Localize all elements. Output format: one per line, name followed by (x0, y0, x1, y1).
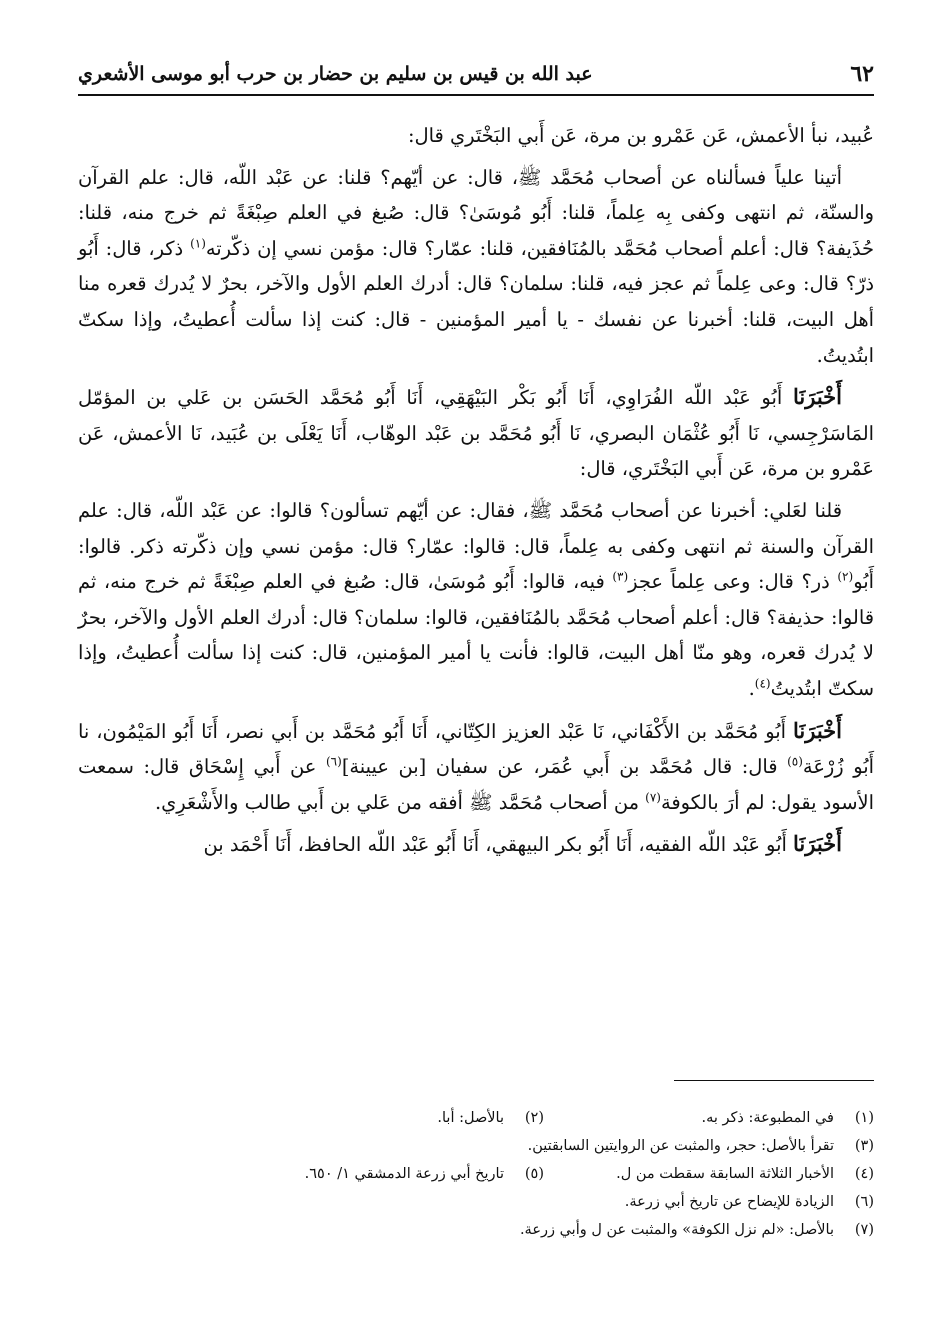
footnote-2: (٢) بالأصل: أبا. (437, 1110, 544, 1126)
footnote-3: (٣) تقرأ بالأصل: حجر، والمثبت عن الروايتين السابقتين. (527, 1138, 874, 1154)
footnote-ref-1[interactable]: (١) (190, 236, 206, 251)
page-number: ٦٢ (850, 61, 874, 87)
footnote-ref-7[interactable]: (٧) (645, 790, 661, 805)
paragraph-2: أتينا علياً فسألناه عن أصحاب مُحَمَّد ﷺ، قال: عن أيّهم؟ قلنا: عن عَبْد اللّه، قال: علم القرآن والسنّة، ثم انتهى وكفى بِه عِلماً، قلنا: أَبُو مُوسَىٰ؟ قال: صُبغ في العلم صِبْغَةً ثم خرج منه، قلنا: حُذَيفة؟ قال: أعلم أصحاب مُحَمَّد بالمُنَافقين، قلنا: عمّار؟ قال: مؤمن نسي إن ذكّرته$^{(١)}$ ذكر، قال: أَبُو ذرّ؟ قال: وعى عِلماً ثم عجز فيه، قلنا: سلمان؟ قال: أدرك العلم الأول والآخر، بحرٌ لا يُدرك قعره منا أهل البيت، قلنا: أخبرنا عن نفسك - يا أمير المؤمنين - قال: كنت إذا سألت أُعطيتُ، وإذا سكتّ ابتُديتُ. (78, 165, 875, 367)
footnote-row (78, 1160, 874, 1188)
footnote-row (78, 1104, 874, 1132)
header-title: عبد الله بن قيس بن سليم بن حضار بن حرب أبو موسى الأشعري (78, 63, 593, 85)
footnote-ref-4[interactable]: (٤) (754, 676, 771, 691)
running-header (78, 54, 874, 96)
footnote-7: (٧) بالأصل: «لم نزل الكوفة» والمثبت عن ل وأبي زرعة. (519, 1222, 874, 1238)
footnote-6: (٦) الزيادة للإيضاح عن تاريخ أبي زرعة. (624, 1194, 874, 1210)
paragraph-6: أَخْبَرَنَا أَبُو عَبْد اللّه الفقيه، أَنَا أَبُو بكر البيهقي، أَنَا أَبُو عَبْد اللّه الحافظ، أَنَا أَحْمَد بن (203, 831, 842, 857)
footnote-ref-6[interactable]: (٦) (325, 754, 342, 769)
footnote-1: (١) في المطبوعة: ذكر به. (701, 1110, 874, 1126)
paragraph-5: أَخْبَرَنَا أَبُو مُحَمَّد بن الأَكْفَاني، نَا عَبْد العزيز الكِتّاني، أَنَا أَبُو مُحَمَّد بن أَبي نصر، أَنَا أَبُو المَيْمُون، نا أَبُو زُرْعَة$^{(٥)}$ قال: قال مُحَمَّد بن أَبي عُمَر، عن سفيان [بن عيينة]$^{(٦)}$ عن أَبي إِسْحَاق قال: سمعت الأسود يقول: لم أرَ بالكوفة$^{(٧)}$ من أصحاب مُحَمَّد ﷺ أفقه من عَلي بن أَبي طالب والأَشْعَرِي. (78, 717, 875, 814)
lead-word: أَخْبَرَنَا (793, 831, 842, 857)
footnote-row (78, 1132, 874, 1160)
footnote-5: (٥) تاريخ أبي زرعة الدمشقي ١/ ٦٥٠. (304, 1166, 544, 1182)
footnotes (78, 1104, 874, 1244)
footnote-row (78, 1188, 874, 1216)
footnote-row (78, 1216, 874, 1244)
footnote-ref-5[interactable]: (٥) (787, 754, 803, 769)
paragraph-3: أَخْبَرَنَا أَبُو عَبْد اللّه الفُرَاوِي، أَنَا أَبُو بَكْر البَيْهَقِي، أَنَا أَبُو مُحَمَّد الحَسَن بن عَلي بن المؤمّل المَاسَرْجِسي، نَا أَبُو عُثْمَان البصري، نَا أَبُو مُحَمَّد بن عَبْد الوهّاب، أَنَا يَعْلَى بن عُبَيد، نَا الأعمش، عَن عَمْرو بن مرة، عَن أَبي البَخْتَري، قال: (78, 384, 874, 481)
lead-word: أَخْبَرَنَا (793, 717, 842, 743)
footnote-4: (٤) الأخبار الثلاثة السابقة سقطت من ل. (616, 1166, 874, 1182)
main-text (78, 118, 874, 869)
lead-word: أَخْبَرَنَا (793, 384, 842, 410)
paragraph-4: قلنا لعَلي: أخبرنا عن أصحاب مُحَمَّد ﷺ، فقال: عن أيّهم تسألون؟ قالوا: عن عَبْد اللّه، قال: علم القرآن والسنة ثم انتهى وكفى به عِلماً، قال: قالوا: عمّار؟ قال: مؤمن نسي وإن ذكّرته ذكر. قالوا: أَبُو$^{(٢)}$ ذر؟ قال: وعى عِلماً عجز$^{(٣)}$ فيه، قالوا: أَبُو مُوسَىٰ، قال: صُبغ في العلم صِبْغَةً ثم خرج منه، ثم قالوا: حذيفة؟ قال: أعلم أصحاب مُحَمَّد بالمُنَافقين، قالوا: سلمان؟ قال: أدرك العلم الأول والآخر، بحرٌ لا يُدرك قعره، وهو منّا أهل البيت، قالوا: فأنت يا أمير المؤمنين، قال: كنت إذا سألت أُعطيتُ، وإذا سكتّ ابتُديتُ$^{(٤)}$. (78, 498, 874, 700)
paragraph-1: عُبيد، نبأ الأعمش، عَن عَمْرو بن مرة، عَن أَبي البَخْتَري قال: (407, 124, 874, 147)
footnote-ref-2[interactable]: (٢) (837, 569, 854, 584)
footnote-separator (674, 1080, 874, 1081)
footnote-ref-3[interactable]: (٣) (612, 569, 629, 584)
